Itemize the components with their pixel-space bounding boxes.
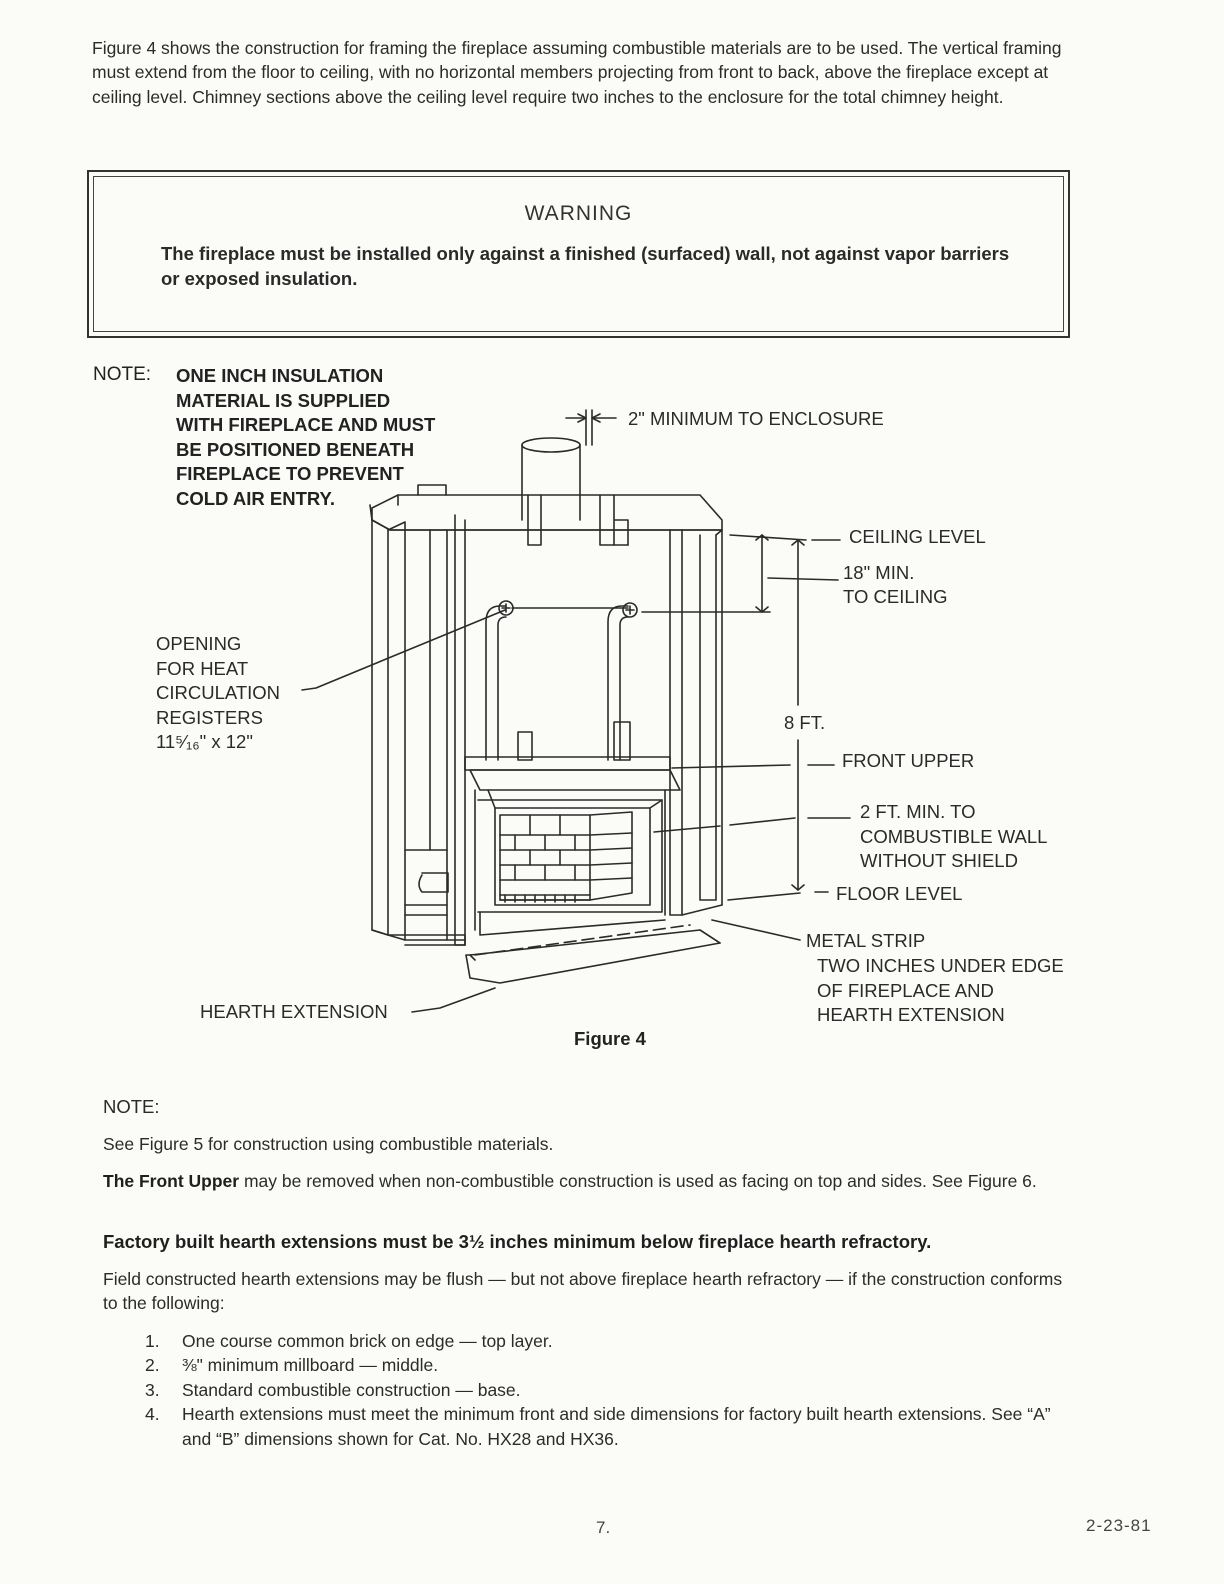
note-line: MATERIAL IS SUPPLIED	[176, 389, 391, 411]
opening-label-line: 11⁵⁄₁₆" x 12"	[156, 731, 253, 752]
min-wall-label-line: COMBUSTIBLE WALL	[860, 825, 1048, 847]
notes-label: NOTE:	[103, 1096, 160, 1117]
list-item	[145, 1402, 1080, 1451]
chimney-pipe	[522, 438, 580, 520]
metal-strip-label-line: TWO INCHES UNDER EDGE	[817, 955, 1064, 976]
list-text: Standard combustible construction — base.	[182, 1379, 521, 1400]
metal-strip-label-line1: METAL STRIP	[806, 930, 926, 951]
left-studs	[372, 515, 465, 945]
list-number: 3.	[145, 1379, 160, 1400]
notes-paragraph-3: Factory built hearth extensions must be 3½ inches minimum below fireplace hearth refractory.	[103, 1231, 932, 1252]
warning-title: WARNING	[524, 202, 633, 225]
front-upper-label: FRONT UPPER	[842, 750, 975, 771]
requirements-list	[145, 1329, 1080, 1451]
warning-text: The fireplace must be installed only against a finished (surfaced) wall, not against vapor barriers or exposed insulation.	[161, 243, 1010, 289]
list-item	[145, 1329, 1080, 1353]
list-number: 2.	[145, 1355, 160, 1376]
metal-strip-label-line: OF FIREPLACE AND	[817, 979, 994, 1001]
min-wall-label	[860, 800, 1047, 874]
enclosure-label: 2" MINIMUM TO ENCLOSURE	[628, 408, 884, 429]
list-text: Hearth extensions must meet the minimum front and side dimensions for factory built hearth extensions. See “A” and “B” dimensions shown for Cat. No. HX28 and HX36.	[182, 1404, 1051, 1449]
insulation-pad	[419, 873, 448, 892]
figure-note-label: NOTE:	[93, 364, 152, 385]
opening-label	[156, 632, 280, 755]
list-item	[145, 1378, 1080, 1402]
list-item	[145, 1353, 1080, 1377]
document-date: 2-23-81	[1086, 1516, 1152, 1535]
opening-label-line: FOR HEAT	[156, 657, 249, 679]
opening-label-line: REGISTERS	[156, 706, 263, 728]
note-line: FIREPLACE TO PREVENT	[176, 463, 404, 484]
list-text: One course common brick on edge — top layer.	[182, 1331, 553, 1351]
notes-paragraph-1: See Figure 5 for construction using combustible materials.	[103, 1134, 554, 1154]
opening-label-line: OPENING	[156, 633, 242, 654]
eight-ft-label: 8 FT.	[784, 712, 826, 733]
fireplace-body	[465, 757, 680, 935]
list-number: 1.	[145, 1331, 160, 1351]
min-ceiling-label-line2: TO CEILING	[843, 586, 948, 607]
note-line: WITH FIREPLACE AND MUST	[176, 414, 436, 435]
note-line: BE POSITIONED BENEATH	[176, 438, 415, 460]
callout-leaders	[302, 505, 850, 1012]
notes-paragraph-2-rest: may be removed when non-combustible construction is used as facing on top and sides. See Figure 6.	[239, 1171, 1037, 1191]
min-wall-label-line: 2 FT. MIN. TO	[860, 801, 976, 822]
hearth-extension-label: HEARTH EXTENSION	[200, 1001, 388, 1022]
notes-paragraph-4: Field constructed hearth extensions may be flush — but not above fireplace hearth refractory — if the construction conforms to the following:	[103, 1269, 1063, 1314]
metal-strip-label-line: HEARTH EXTENSION	[817, 1004, 1005, 1025]
floor-level-label: FLOOR LEVEL	[836, 883, 963, 904]
intro-paragraph: Figure 4 shows the construction for framing the fireplace assuming combustible materials are to be used. The vertical framing must extend from the floor to ceiling, with no horizontal members projecting from front to back, above the fireplace except at ceiling level. Chimney sections above the ceiling level require two inches to the enclosure for the total chimney height.	[92, 38, 1062, 107]
list-number: 4.	[145, 1404, 160, 1425]
notes-paragraph-2	[103, 1169, 1078, 1193]
front-upper-emphasis: The Front Upper	[103, 1171, 240, 1191]
metal-strip-label	[817, 954, 1064, 1028]
right-studs	[670, 530, 722, 915]
min-ceiling-label-line1: 18" MIN.	[843, 562, 915, 583]
note-line: COLD AIR ENTRY.	[176, 487, 335, 509]
note-line: ONE INCH INSULATION	[176, 365, 384, 386]
heat-register-ducts	[486, 601, 637, 760]
min-wall-label-line: WITHOUT SHIELD	[860, 850, 1018, 871]
list-text: ⅜" minimum millboard — middle.	[182, 1355, 439, 1376]
opening-label-line: CIRCULATION	[156, 682, 281, 703]
ceiling-level-label: CEILING LEVEL	[849, 526, 986, 547]
figure-caption: Figure 4	[574, 1028, 646, 1049]
page-number: 7.	[596, 1518, 611, 1537]
